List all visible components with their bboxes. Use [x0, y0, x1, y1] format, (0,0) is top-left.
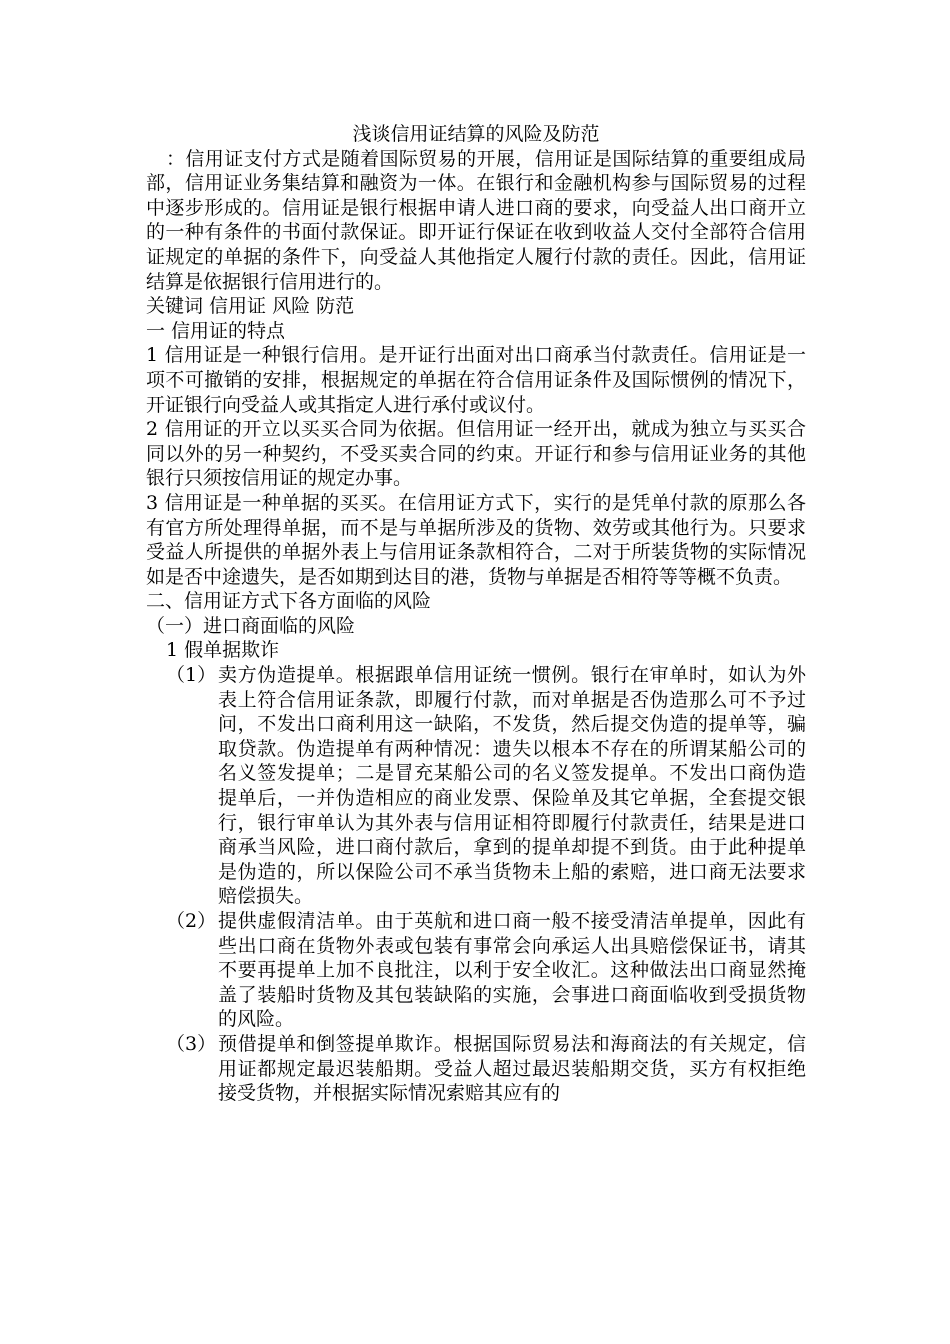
list-item	[146, 909, 806, 1032]
list-item	[146, 1032, 806, 1106]
keywords-line: 关键词 信用证 风险 防范	[146, 295, 355, 318]
list-item-text: 预借提单和倒签提单欺诈。根据国际贸易法和海商法的有关规定，信用证都规定最迟装船期。受益人超过最迟装船期交货，买方有权拒绝接受货物，并根据实际情况索赔其应有的	[218, 1032, 806, 1105]
document-title: 浅谈信用证结算的风险及防范	[352, 123, 600, 145]
list-item-text: 提供虚假清洁单。由于英航和进口商一般不接受清洁单提单，因此有些出口商在货物外表或包装有事常会向承运人出具赔偿保证书，请其不要再提单上加不良批注，以利于安全收汇。这种做法出口商显然掩盖了装船时货物及其包装缺陷的实施，会事进口商面临收到受损货物的风险。	[218, 910, 806, 1031]
abstract-paragraph: ：信用证支付方式是随着国际贸易的开展，信用证是国际结算的重要组成局部，信用证业务集结算和融资为一体。在银行和金融机构参与国际贸易的过程中逐步形成的。信用证是银行根据申请人进口商的要求，向受益人出口商开立的一种有条件的书面付款保证。即开证行保证在收到收益人交付全部符合信用证规定的单据的条件下，向受益人其他指定人履行付款的责任。因此，信用证结算是依据银行信用进行的。	[146, 147, 806, 293]
list-item-number: （3）	[166, 1032, 217, 1055]
list-item-number: （2）	[166, 910, 217, 932]
document-page	[146, 122, 806, 1106]
subsection-1-heading: （一）进口商面临的风险	[146, 614, 356, 637]
section-1-paragraph-3: 3 信用证是一种单据的买买。在信用证方式下，实行的是凭单付款的原那么各有官方所处理得单据，而不是与单据所涉及的货物、效劳或其他行为。只要求受益人所提供的单据外表上与信用证条款相符合，二对于所装货物的实际情况如是否中途遗失，是否如期到达目的港，货物与单据是否相符等等概不负责。	[146, 491, 806, 588]
list-item	[146, 663, 806, 909]
section-1-paragraph-2: 2 信用证的开立以买买合同为依据。但信用证一经开出，就成为独立与买买合同以外的另一种契约，不受买卖合同的约束。开证行和参与信用证业务的其他银行只须按信用证的规定办事。	[146, 418, 806, 490]
section-1-heading: 一 信用证的特点	[146, 319, 286, 342]
subsection-1-item-heading: 1 假单据欺诈	[166, 639, 280, 662]
section-1-paragraph-1: 1 信用证是一种银行信用。是开证行出面对出口商承当付款责任。信用证是一项不可撤销的安排，根据规定的单据在符合信用证条件及国际惯例的情况下，开证银行向受益人或其指定人进行承付或议付。	[146, 344, 806, 416]
section-2-heading: 二、信用证方式下各方面临的风险	[146, 590, 432, 613]
list-item-text: 卖方伪造提单。根据跟单信用证统一惯例。银行在审单时，如认为外表上符合信用证条款，即履行付款，而对单据是否伪造那么可不予过问，不发出口商利用这一缺陷，不发货，然后提交伪造的提单等，骗取贷款。伪造提单有两种情况：遗失以根本不存在的所谓某船公司的名义签发提单；二是冒充某船公司的名义签发提单。不发出口商伪造提单后，一并伪造相应的商业发票、保险单及其它单据，全套提交银行，银行审单认为其外表与信用证相符即履行付款责任，结果是进口商承当风险，进口商付款后，拿到的提单却提不到货。由于此种提单是伪造的，所以保险公司不承当货物未上船的索赔，进口商无法要求赔偿损失。	[218, 664, 806, 908]
list-item-number: （1）	[166, 664, 217, 687]
